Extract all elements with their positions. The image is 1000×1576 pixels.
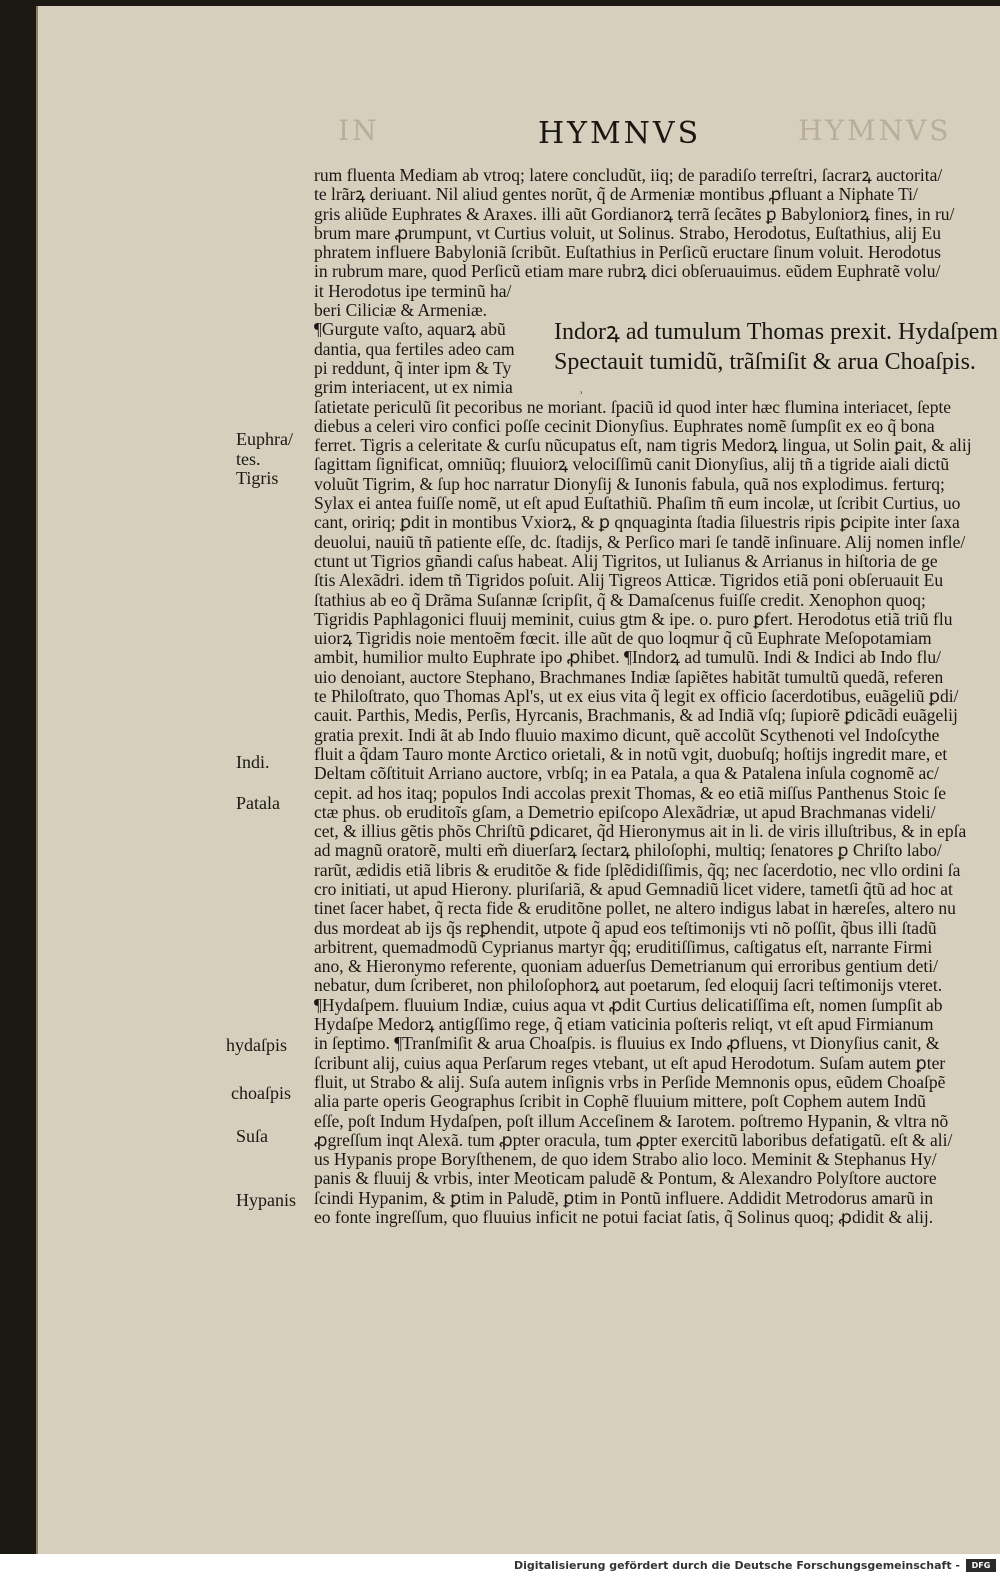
margin-note-tigris: Tigris <box>236 468 279 488</box>
footer-bar <box>0 1554 1000 1576</box>
text-line: diebus a celeri viro confici poſſe cecinit Dionyſius. Euphrates nomẽ ſumpſit ex eo q̃ bona <box>314 416 935 436</box>
text-line: eo fonte ingreſſum, quo fluuius inficit ne potui faciat ſatis, q̃ Solinus quoq; ꝓdidit & alij. <box>314 1208 934 1228</box>
text-line: nebatur, dum ſcriberet, non philoſophorꝝ aut poetarum, ſed eloquij ſacri teſtimonijs vteret. <box>314 976 943 996</box>
text-line: gris aliũde Euphrates & Araxes. illi aũt Gordianorꝝ terrã ſecãtes ꝑ Babyloniorꝝ fines, in ru/ <box>314 204 955 224</box>
text-line: te lrãrꝝ deriuant. Nil aliud gentes norũt, q̃ de Armeniæ montibus ꝓfluant a Niphate Ti/ <box>314 185 918 205</box>
commentary-text <box>314 166 1000 1227</box>
text-line: in ſeptimo. ¶Tranſmiſit & arua Choaſpis. is fluuius ex Indo ꝓfluens, vt Dionyſius canit, & <box>314 1034 940 1054</box>
text-line: dus mordeat ab ijs q̃s reꝑhendit, utpote q̃ apud eos teſtimonijs vti nõ poſſit, q̃bus illi ſtadũ <box>314 918 937 938</box>
running-title: HYMNVS <box>538 116 702 151</box>
text-line: tinet ſacer habet, q̃ recta fide & eruditõne pollet, ne altero indigus labat in hæreſes, altero nu <box>314 899 956 919</box>
verse-line: Indorꝝ ad tumulum Thomas prexit. Hydaſpem <box>554 319 999 345</box>
text-line: brum mare ꝓrumpunt, vt Curtius voluit, ut Solinus. Strabo, Herodotus, Euſtathius, alij Eu <box>314 223 941 243</box>
text-line: ferret. Tigris a celeritate & curſu nũcupatus eſt, nam tigris Medorꝝ lingua, ut Solin ꝑait, & alij <box>314 436 972 456</box>
margin-note-patala: Patala <box>236 793 280 813</box>
margin-note-euphrates: Euphra/ tes. <box>236 429 293 469</box>
text-line: Tigridis Paphlagonici fluuij meminit, cuius gtm & ipe. o. puro ꝑfert. Herodotus etiã triũ flu <box>314 609 953 629</box>
text-line: cro initiati, ut apud Hierony. pluriſariã, & apud Gemnadiũ licet videre, tametſi q̃tũ ad hoc at <box>314 879 953 899</box>
margin-note-hypanis: Hypanis <box>236 1190 296 1210</box>
text-line: ſagittam ſignificat, omniũq; fluuiorꝝ velociſſimũ canit Dionyſius, alij tñ a tigride aiali dictũ <box>314 455 950 475</box>
text-line: in rubrum mare, quod Perſicũ etiam mare rubrꝝ dici obſeruauimus. eũdem Euphratẽ volu/ <box>314 262 941 282</box>
text-line: gratia prexit. Indi ãt ab Indo fluuio maximo dicunt, quẽ accolũt Scythenoti vel Indoſcythe <box>314 725 940 745</box>
text-line: uiorꝝ Tigridis noie mentoẽm fœcit. ille aũt de quo loqmur q̃ cũ Euphrate Meſopotamiam <box>314 629 932 649</box>
text-line: us Hypanis prope Boryſthenem, de quo idem Strabo alio loco. Meminit & Stephanus Hy/ <box>314 1150 937 1170</box>
text-line: cant, oririq; ꝑdit in montibus Vxiorꝝ, & ꝑ qnquaginta ſtadia ſiluestris ripis ꝑcipite inter ſaxa <box>314 513 960 533</box>
text-line: fluit a q̃dam Tauro monte Arctico orietali, & in notũ vgit, duobuſq; hoſtijs ingredit mare, et <box>314 744 948 764</box>
margin-note-hydaspis: hydaſpis <box>226 1035 287 1055</box>
text-line: ano, & Hieronymo referente, quoniam aduerſus Demetrianum qui erroribus gentium deti/ <box>314 957 938 977</box>
text-line-narrow: it Herodotus ipe terminũ ha/ <box>314 281 512 301</box>
show-through-heading-left: IN <box>338 114 380 147</box>
text-line: te Philoſtrato, quo Thomas Apl's, ut ex eius vita q̃ legit ex officio ſacerdotibus, euãgeliũ ꝑdi/ <box>314 687 959 707</box>
text-line-narrow: ¶Gurgute vaſto, aquarꝝ abũ <box>314 320 506 340</box>
footer-credit: Digitalisierung gefördert durch die Deutsche Forschungsgemeinschaft - <box>513 1559 960 1572</box>
text-line: ſcindi Hypanim, & ꝑtim in Paludẽ, ꝑtim in Pontũ influere. Addidit Metrodorus amarũ in <box>314 1188 934 1208</box>
text-line-narrow: grim interiacent, ut ex nimia <box>314 378 513 398</box>
text-line-narrow: pi reddunt, q̃ inter ipm & Ty <box>314 358 512 378</box>
text-line: ambit, humilior multo Euphrate ipo ꝓhibet. ¶Indorꝝ ad tumulũ. Indi & Indici ab Indo flu/ <box>314 648 941 668</box>
text-line: ſtis Alexãdri. idem tñ Tigridos poſuit. Alij Tigreos Atticæ. Tigridos etiã poni obſeruauit Eu <box>314 571 944 591</box>
text-line: cauit. Parthis, Medis, Perſis, Hyrcanis, Brachmanis, & ad Indiã vſq; ſupiorẽ ꝑdicãdi euãgelij <box>314 706 958 726</box>
text-line: rum fluenta Mediam ab vtroq; latere concludũt, iiq; de paradiſo terreſtri, ſacrarꝝ auctorita/ <box>314 166 943 185</box>
text-line: cet, & illius gẽtis phõs Chriſtũ ꝑdicaret, q̃d Hieronymus ait in li. de viris illuſtribus, & in epſa <box>314 822 967 842</box>
text-line: phratem influere Babyloniã ſcribũt. Euſtathius in Perſicũ eructare ſinum voluit. Herodotus <box>314 243 941 263</box>
text-line: ctæ phus. ob eruditoĩs gſam, a Demetrio epiſcopo Alexãdriæ, ut apud Brachmanas videli/ <box>314 802 936 822</box>
text-line: alia parte operis Geographus ſcribit in Cophẽ fluuium mittere, poſt Cophem autem Indũ <box>314 1092 926 1112</box>
text-line: fluit, ut Strabo & alij. Suſa autem inſignis vrbs in Perſide Memnonis opus, eũdem Choaſpẽ <box>314 1072 946 1092</box>
text-line: ſtathius ab eo q̃ Drãma Suſannæ ſcripſit, q̃ & Damaſcenus fuiſſe credit. Xenophon quoq; <box>314 590 926 610</box>
text-line: Deltam cõſtituit Arriano auctore, vrbſq; in ea Patala, a qua & Patalena inſula cognomẽ ac/ <box>314 764 939 784</box>
text-line: Hydaſpe Medorꝝ antigſſimo rege, q̃ etiam vaticinia poſteris reliqt, vt eſt apud Firmianum <box>314 1015 934 1035</box>
margin-note-indi: Indi. <box>236 752 270 772</box>
margin-note-choaspis: choaſpis <box>231 1083 291 1103</box>
book-page <box>36 6 1000 1554</box>
text-line: cepit. ad hos itaq; populos Indi accolas prexit Thomas, & eo etiã miſſus Panthenus Stoic ſe <box>314 783 946 803</box>
text-line: panis & fluuij & vrbis, inter Meoticam paludẽ & Pontum, & Alexandro Polyſtore auctore <box>314 1169 937 1189</box>
text-line: arbitrent, quemadmodũ Cyprianus martyr q̃q; eruditiſſimus, caſtigatus eſt, narrante Firmi <box>314 937 933 957</box>
dfg-logo-icon: DFG <box>966 1559 996 1572</box>
text-line: ꝓgreſſum inqt Alexã. tum ꝓpter oracula, tum ꝓpter exercitũ laboribus defatigatũ. eſt & ali/ <box>314 1130 953 1150</box>
margin-note-susa: Suſa <box>236 1126 269 1146</box>
show-through-heading-right: HYMNVS <box>798 114 952 147</box>
text-line: eſſe, poſt Indum Hydaſpen, poſt illum Acceſinem & Iarotem. poſtremo Hypanin, & vltra nõ <box>314 1111 949 1131</box>
text-line: voluũt Tigrim, & ſup hoc narratur Dionyſij & Iunonis fabula, quã nos explodimus. ferturq; <box>314 474 945 494</box>
text-line: uio denoiant, auctore Stephano, Brachmanes Indiæ ſapiẽtes habitãt tumultũ quedã, referen <box>314 667 944 687</box>
text-line: rarũt, ædidis etiã libris & eruditõe & fide ſplẽdidiſſimis, q̃q; nec ſacerdotio, nec vllo ordini ſa <box>314 860 961 880</box>
text-line-narrow: beri Ciliciæ & Armeniæ. <box>314 301 488 321</box>
text-line: ad magnũ oratorẽ, multi em̃ diuerſarꝝ ſectarꝝ philoſophi, multiq; ſenatores ꝑ Chriſto labo/ <box>314 841 942 861</box>
verse-line: Spectauit tumidũ, trãſmiſit & arua Choaſpis. <box>554 349 976 375</box>
text-line-narrow: dantia, qua fertiles adeo cam <box>314 339 515 359</box>
text-line: ſcribunt alij, cuius aqua Perſarum reges vtebant, ut eſt apud Herodotum. Suſam autem ꝑter <box>314 1053 946 1073</box>
text-line: ctunt ut Tigrios gñandi caſus habeat. Alij Tigritos, ut Iulianus & Arrianus in hiſtoria de ge <box>314 551 938 571</box>
paragraph-mark-icon: ⸒ <box>579 379 584 395</box>
text-line: Sylax ei antea fuiſſe nomẽ, ut eſt apud Euſtathiũ. Phaſim tñ eum incolæ, ut ſcribit Curtius, uo <box>314 494 961 514</box>
text-line: ſatietate periculũ ſit pecoribus ne moriant. ſpaciũ id quod inter hæc flumina interiacet, ſepte <box>314 397 952 417</box>
text-line: ¶Hydaſpem. fluuium Indiæ, cuius aqua vt ꝓdit Curtius delicatiſſima eſt, nomen ſumpſit ab <box>314 995 943 1015</box>
text-line: deuolui, nauiũ tñ patiente eſſe, dc. ſtadijs, & Perſico mari ſe tandẽ inſinuare. Alij nomen infle/ <box>314 532 966 552</box>
